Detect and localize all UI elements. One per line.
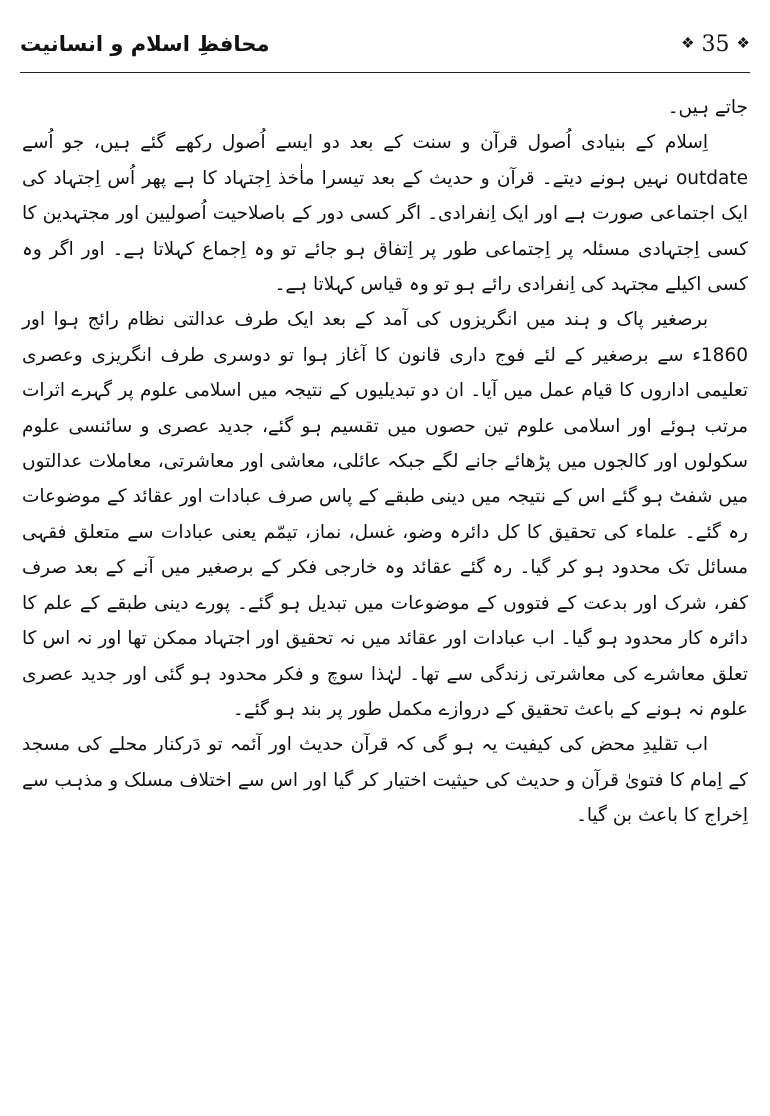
ornament-icon: ❖ bbox=[736, 34, 750, 52]
header-divider bbox=[20, 72, 750, 73]
paragraph: برصغیر پاک و ہند میں انگریزوں کی آمد کے بعد ایک طرف عدالتی نظام رائج ہوا اور 1860ء سے برصغیر کے لئے فوج داری قانون کا آغاز ہوا تو دوسری طرف انگریزی وعصری تعلیمی اداروں کا قیام عمل میں آیا۔ ان دو تبدیلیوں کے نتیجہ میں اسلامی علوم پر گہرے اثرات مرتب ہوئے اور اسلامی علوم تین حصوں میں تقسیم ہو گئے، جدید عصری و سائنسی علوم سکولوں اور کالجوں میں پڑھائے جانے لگے جبکہ عائلی، معاشی اور معاشرتی، معاملات عدالتوں میں شفٹ ہو گئے اس کے نتیجہ میں دینی طبقے کے پاس صرف عبادات اور عقائد کے موضوعات رہ گئے۔ علماء کی تحقیق کا کل دائرہ وضو، غسل، نماز، تیمّم یعنی عبادات سے متعلق فقہی مسائل تک محدود ہو کر گیا۔ رہ گئے عقائد وہ خارجی فکر کے برصغیر میں آنے کے بعد صرف کفر، شرک اور بدعت کے فتووں کے موضوعات میں تبدیل ہو گئے۔ پورے دینی طبقے کے علم کا دائرہ کار محدود ہو گیا۔ اب عبادات اور عقائد میں نہ تحقیق اور اجتہاد ممکن تھا اور نہ اس کا تعلق معاشرے کی معاشرتی زندگی سے تھا۔ لہٰذا سوچ و فکر محدود ہو گئی اور جدید عصری علوم نہ ہونے کے باعث تحقیق کے دروازے مکمل طور پر بند ہو گئے۔ bbox=[22, 309, 748, 720]
page-header bbox=[20, 28, 750, 68]
page-number: 35 bbox=[701, 32, 730, 57]
paragraph: اِسلام کے بنیادی اُصول قرآن و سنت کے بعد دو ایسے اُصول رکھے گئے ہیں، جو اُسے outdate نہیں ہونے دیتے۔ قرآن و حدیث کے بعد تیسرا ماٰخذ اِجتہاد کا ہے پھر اُس اِجتہاد کی ایک اجتماعی صورت ہے اور ایک اِنفرادی۔ اگر کسی دور کے باصلاحیت اُصولیین اور مجتہدین کا کسی اِجتہادی مسئلہ پر اِجتماعی طور پر اِتفاق ہو جائے تو وہ اِجماع کہلاتا ہے۔ اور اگر وہ کسی اکیلے مجتہد کی اِنفرادی رائے ہو تو وہ قیاس کہلاتا ہے۔ bbox=[22, 132, 748, 296]
page-number-block bbox=[681, 32, 750, 57]
paragraph: جاتے ہیں۔ bbox=[667, 97, 748, 118]
book-title: محافظِ اسلام و انسانیت bbox=[20, 32, 270, 56]
page-body bbox=[22, 90, 748, 834]
paragraph: اب تقلیدِ محض کی کیفیت یہ ہو گی کہ قرآن حدیث اور آئمہ تو دَرکنار محلے کی مسجد کے اِمام کا فتویٰ قرآن و حدیث کی حیثیت اختیار کر گیا اور اس سے اختلاف مسلک و مذہب سے اِخراج کا باعث بن گیا۔ bbox=[22, 734, 748, 827]
ornament-icon: ❖ bbox=[681, 34, 695, 52]
